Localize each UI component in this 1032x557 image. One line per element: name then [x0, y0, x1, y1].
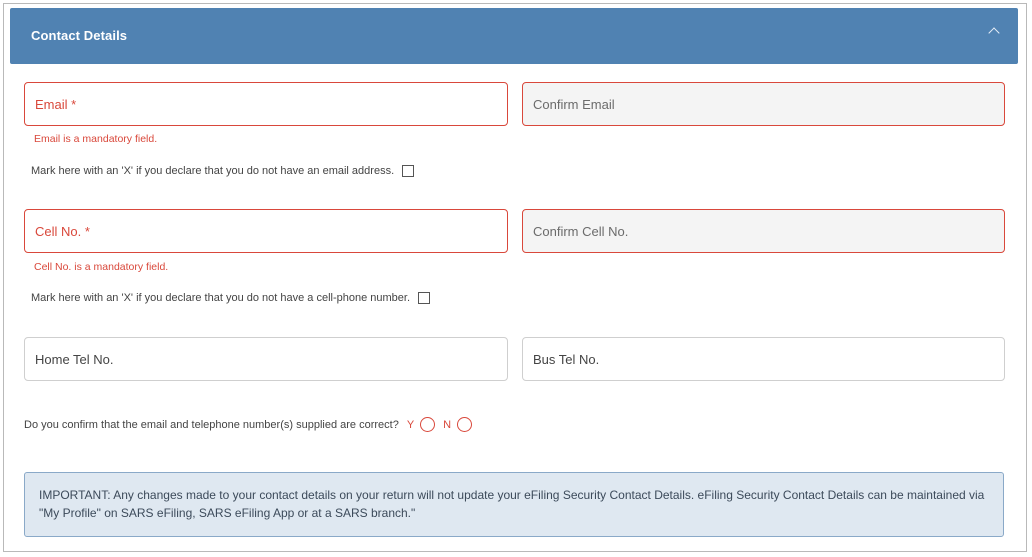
- confirm-details-row: [24, 417, 472, 432]
- confirm-cell-label: Confirm Cell No.: [533, 224, 629, 239]
- bus-tel-label: Bus Tel No.: [533, 352, 600, 367]
- cell-error-message: Cell No. is a mandatory field.: [34, 261, 169, 273]
- home-tel-label: Home Tel No.: [35, 352, 114, 367]
- no-email-declaration: [31, 165, 414, 177]
- no-cell-checkbox[interactable]: [418, 292, 430, 304]
- important-notice: [24, 472, 1004, 537]
- cell-field[interactable]: [24, 209, 508, 253]
- home-tel-field[interactable]: [24, 337, 508, 381]
- email-error-message: Email is a mandatory field.: [34, 133, 158, 145]
- no-radio[interactable]: [457, 417, 472, 432]
- confirm-email-label: Confirm Email: [533, 97, 615, 112]
- bus-tel-field[interactable]: [522, 337, 1005, 381]
- no-cell-declaration: [31, 292, 430, 304]
- important-notice-text: IMPORTANT: Any changes made to your contact details on your return will not update your eFiling Security Contact Details. eFiling Security Contact Details can be maintained via "My Profile" on SARS eFiling, SARS eFiling App or at a SARS branch.": [39, 488, 985, 520]
- chevron-up-icon[interactable]: [988, 27, 999, 38]
- no-cell-declaration-text: Mark here with an 'X' if you declare that you do not have a cell-phone number.: [31, 292, 411, 304]
- email-label: Email *: [35, 97, 77, 112]
- email-field[interactable]: [24, 82, 508, 126]
- yes-label: Y: [406, 418, 415, 431]
- confirm-email-field[interactable]: [522, 82, 1005, 126]
- no-label: N: [443, 418, 452, 431]
- section-header[interactable]: [10, 8, 1018, 64]
- confirm-question: Do you confirm that the email and telephone number(s) supplied are correct?: [24, 418, 399, 431]
- yes-radio[interactable]: [420, 417, 435, 432]
- cell-label: Cell No. *: [35, 224, 90, 239]
- no-email-checkbox[interactable]: [402, 165, 414, 177]
- confirm-cell-field[interactable]: [522, 209, 1005, 253]
- no-email-declaration-text: Mark here with an 'X' if you declare that you do not have an email address.: [31, 165, 395, 177]
- section-title: Contact Details: [31, 28, 128, 43]
